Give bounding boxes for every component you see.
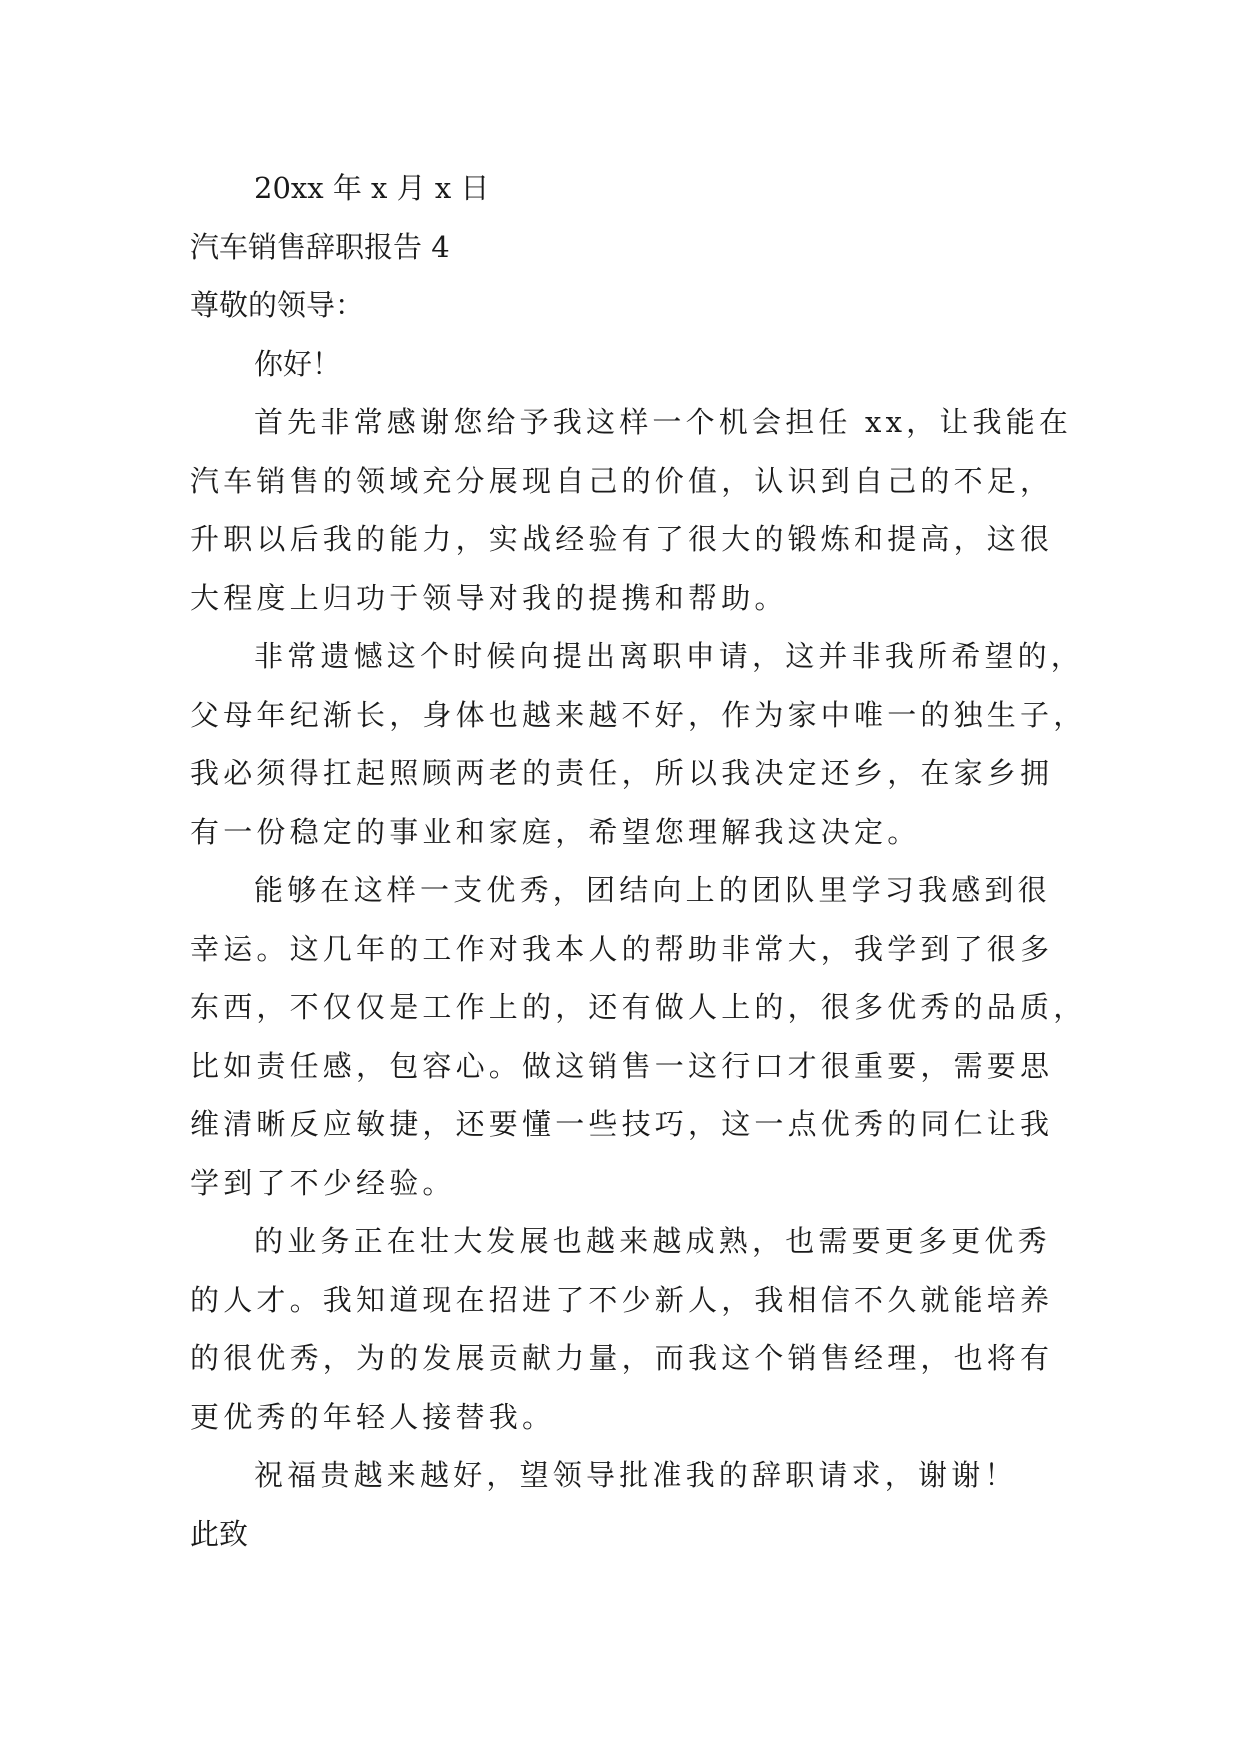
paragraph-2 — [190, 627, 1087, 861]
document-title: 汽车销售辞职报告 4 — [190, 229, 450, 264]
greeting: 你好！ — [254, 346, 342, 381]
paragraph-line: 的很优秀，为的发展贡献力量，而我这个销售经理，也将有 — [190, 1341, 1054, 1375]
salutation: 尊敬的领导： — [190, 288, 365, 322]
paragraph-line: 首先非常感谢您给予我这样一个机会担任 xx，让我能在 — [254, 405, 1073, 439]
paragraph-line: 维清晰反应敏捷，还要懂一些技巧，这一点优秀的同仁让我 — [190, 1107, 1054, 1141]
document-body — [190, 159, 1087, 1563]
paragraph-line: 能够在这样一支优秀，团结向上的团队里学习我感到很 — [254, 873, 1051, 907]
paragraph-line: 东西，不仅仅是工作上的，还有做人上的，很多优秀的品质， — [190, 990, 1087, 1024]
paragraph-line: 的人才。我知道现在招进了不少新人，我相信不久就能培养 — [190, 1282, 1054, 1317]
paragraph-1 — [190, 393, 1080, 627]
paragraph-line: 我必须得扛起照顾两老的责任，所以我决定还乡，在家乡拥 — [190, 756, 1054, 790]
paragraph-line: 的业务正在壮大发展也越来越成熟，也需要更多更优秀 — [254, 1224, 1051, 1258]
paragraph-line: 幸运。这几年的工作对我本人的帮助非常大，我学到了很多 — [190, 931, 1054, 966]
paragraph-line: 汽车销售的领域充分展现自己的价值，认识到自己的不足， — [190, 463, 1054, 498]
paragraph-line: 大程度上归功于领导对我的提携和帮助。 — [190, 580, 788, 615]
date-line: 20xx 年 x 月 x 日 — [254, 171, 490, 205]
paragraph-3 — [190, 861, 1087, 1212]
paragraph-line: 祝福贵越来越好，望领导批准我的辞职请求，谢谢！ — [254, 1458, 1018, 1492]
paragraph-line: 父母年纪渐长，身体也越来越不好，作为家中唯一的独生子， — [190, 697, 1087, 732]
paragraph-5 — [190, 1446, 1080, 1505]
paragraph-line: 非常遗憾这个时候向提出离职申请，这并非我所希望的， — [254, 639, 1085, 673]
paragraph-line: 更优秀的年轻人接替我。 — [190, 1399, 556, 1434]
paragraph-4 — [190, 1212, 1080, 1446]
paragraph-line: 有一份稳定的事业和家庭，希望您理解我这决定。 — [190, 814, 921, 849]
paragraph-line: 学到了不少经验。 — [190, 1165, 456, 1200]
closing-line: 此致 — [190, 1516, 249, 1551]
paragraph-line: 比如责任感，包容心。做这销售一这行口才很重要，需要思 — [190, 1048, 1054, 1083]
paragraph-line: 升职以后我的能力，实战经验有了很大的锻炼和提高，这很 — [190, 522, 1054, 556]
